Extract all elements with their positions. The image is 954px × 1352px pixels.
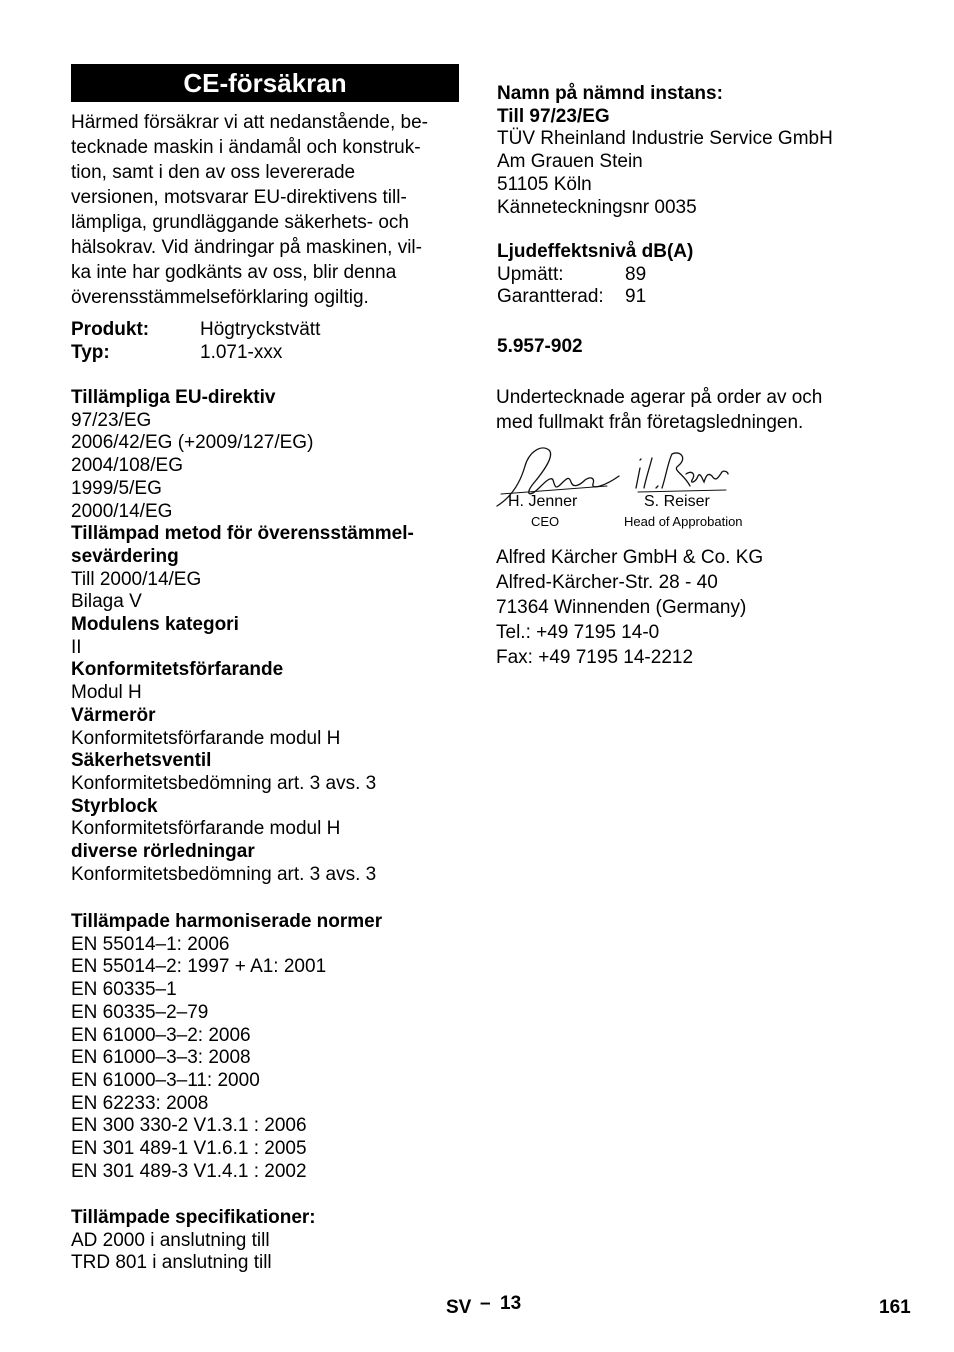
specs-heading: Tillämpade specifikationer: (71, 1207, 316, 1228)
product-label: Produkt: (71, 319, 150, 340)
standard-item: EN 61000–3–3: 2008 (71, 1047, 251, 1069)
authority-line: Undertecknade agerar på order av och (496, 387, 823, 408)
standard-item: EN 55014–2: 1997 + A1: 2001 (71, 956, 327, 978)
notified-body (497, 83, 833, 219)
sound-heading: Ljudeffektsnivå dB(A) (497, 241, 694, 262)
address-line: 71364 Winnenden (Germany) (496, 597, 747, 618)
intro-paragraph (71, 110, 463, 310)
intro-line: Härmed försäkrar vi att nedanstående, be- (71, 112, 428, 133)
signatory-name: H. Jenner (508, 493, 578, 510)
section-line: 2006/42/EG (+2009/127/EG) (71, 432, 314, 454)
section-line: Bilaga V (71, 591, 142, 613)
notified-body-heading: Namn på nämnd instans: (497, 83, 723, 104)
sound-measured-label: Upmätt: (497, 263, 564, 285)
type-row (71, 342, 320, 365)
section-line: Konformitetsförfarande modul H (71, 818, 341, 840)
section-heading: Modulens kategori (71, 614, 239, 636)
section-line: 2004/108/EG (71, 455, 183, 477)
standards-heading: Tillämpade harmoniserade normer (71, 911, 383, 932)
section-heading: Tillämpliga EU-direktiv (71, 387, 276, 408)
intro-line: tecknade maskin i ändamål och konstruk- (71, 137, 421, 158)
standard-item: EN 301 489-1 V1.6.1 : 2005 (71, 1138, 307, 1160)
intro-line: hälsokrav. Vid ändringar på maskinen, vil- (71, 237, 422, 258)
footer-language: SV (446, 1297, 472, 1318)
section-heading: Konformitetsförfarande (71, 659, 284, 681)
sound-level (497, 241, 693, 309)
page-number: 161 (879, 1297, 911, 1318)
section-line: II (71, 636, 82, 658)
standard-item: EN 55014–1: 2006 (71, 933, 230, 955)
section-line: Till 2000/14/EG (71, 568, 202, 590)
section-heading: Värmerör (71, 704, 156, 726)
sound-measured-value: 89 (625, 263, 647, 285)
specs-section (71, 1207, 316, 1275)
standard-item: EN 62233: 2008 (71, 1092, 209, 1114)
standards-list (71, 934, 382, 1184)
intro-line: ka inte har godkänts av oss, blir denna (71, 262, 397, 283)
notified-body-line: TÜV Rheinland Industrie Service GmbH (497, 128, 833, 150)
section-line: 2000/14/EG (71, 500, 173, 522)
notified-body-line: Am Grauen Stein (497, 151, 643, 173)
section-line: Konformitetsförfarande modul H (71, 727, 341, 749)
company-address (496, 545, 763, 670)
sound-guaranteed-row (497, 286, 693, 309)
address-line: Alfred-Kärcher-Str. 28 - 40 (496, 572, 718, 593)
sound-guaranteed-label: Garantterad: (497, 286, 604, 308)
section-line: 97/23/EG (71, 409, 152, 431)
section-heading: Tillämpad metod för överensstämmel- (71, 523, 414, 545)
section-heading: diverse rörledningar (71, 841, 255, 863)
signatory-title: CEO (531, 514, 560, 529)
type-label: Typ: (71, 341, 110, 363)
directives-section (71, 387, 414, 886)
footer-section-page: 13 (500, 1293, 522, 1314)
intro-line: överensstämmelseförklaring ogiltig. (71, 287, 369, 308)
address-line: Alfred Kärcher GmbH & Co. KG (496, 547, 764, 568)
notified-body-subheading: Till 97/23/EG (497, 105, 610, 127)
intro-line: tion, samt i den av oss levererade (71, 162, 356, 183)
product-row (71, 319, 320, 342)
footer-dash: – (480, 1293, 491, 1314)
section-heading: sevärdering (71, 545, 179, 567)
standard-item: EN 60335–1 (71, 979, 177, 1001)
sound-guaranteed-value: 91 (625, 286, 647, 308)
section-line: Modul H (71, 682, 142, 704)
authority-line: med fullmakt från företagsledningen. (496, 412, 804, 433)
standard-item: EN 60335–2–79 (71, 1001, 209, 1023)
address-line: Tel.: +49 7195 14-0 (496, 622, 660, 643)
product-value: Högtryckstvätt (200, 319, 321, 340)
standard-item: EN 301 489-3 V1.4.1 : 2002 (71, 1160, 307, 1182)
page-title: CE-försäkran (71, 64, 459, 102)
notified-body-line: 51105 Köln (497, 173, 592, 195)
section-line: 1999/5/EG (71, 477, 162, 499)
intro-line: versionen, motsvarar EU-direktivens till- (71, 187, 407, 208)
section-heading: Styrblock (71, 795, 158, 817)
spec-item: AD 2000 i anslutning till (71, 1229, 270, 1251)
section-line: Konformitetsbedömning art. 3 avs. 3 (71, 772, 377, 794)
type-value: 1.071-xxx (200, 341, 283, 363)
section-heading: Säkerhetsventil (71, 750, 212, 772)
spec-item: TRD 801 i anslutning till (71, 1252, 272, 1274)
reiser-signature (632, 448, 732, 496)
standard-item: EN 61000–3–11: 2000 (71, 1069, 260, 1091)
standards-section (71, 911, 382, 1183)
document-number: 5.957-902 (497, 336, 583, 357)
sound-measured-row (497, 264, 693, 287)
notified-body-line: Känneteckningsnr 0035 (497, 196, 697, 218)
standard-item: EN 300 330-2 V1.3.1 : 2006 (71, 1115, 307, 1137)
standard-item: EN 61000–3–2: 2006 (71, 1024, 251, 1046)
signatory-name: S. Reiser (644, 493, 710, 510)
authority-statement (496, 385, 822, 435)
intro-line: lämpliga, grundläggande säkerhets- och (71, 212, 409, 233)
address-line: Fax: +49 7195 14-2212 (496, 647, 694, 668)
section-line: Konformitetsbedömning art. 3 avs. 3 (71, 863, 377, 885)
product-info (71, 319, 320, 364)
signatory-title: Head of Approbation (624, 514, 743, 529)
